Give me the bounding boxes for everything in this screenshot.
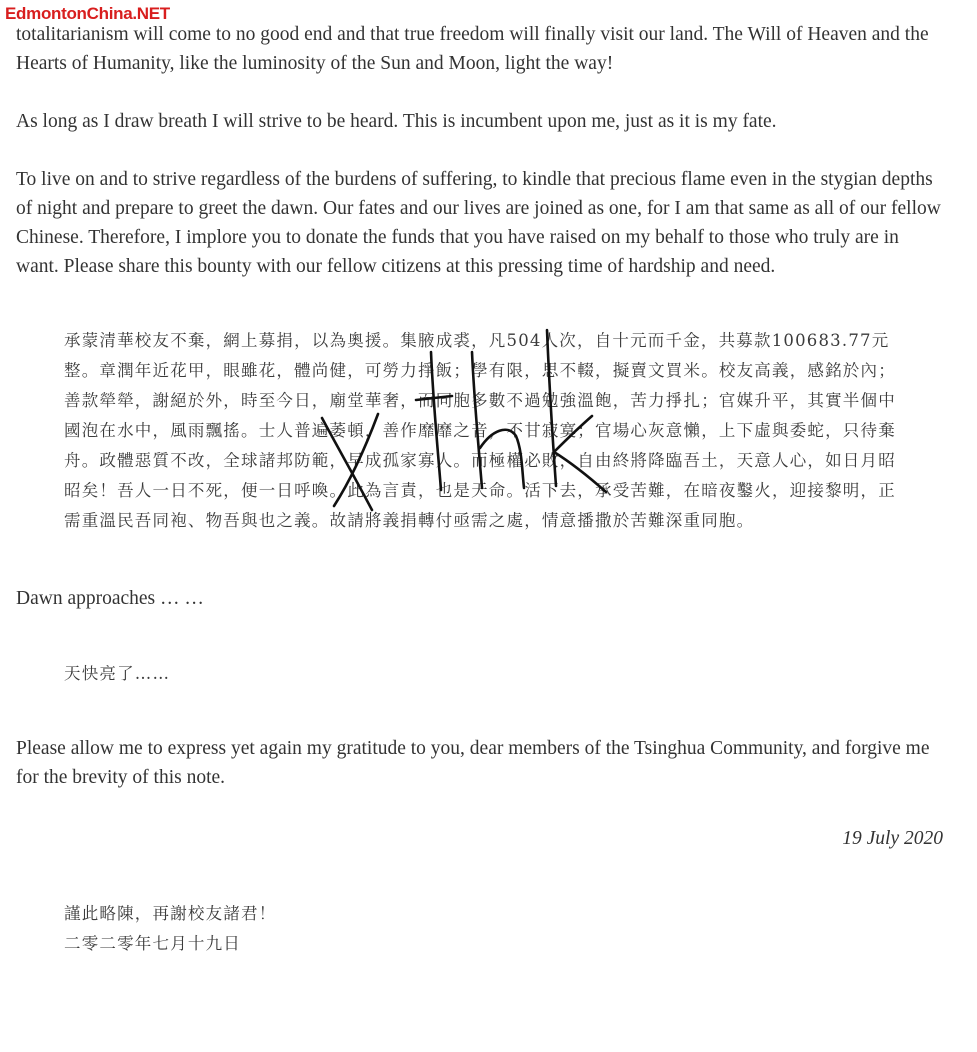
- letter-date: 19 July 2020: [842, 828, 943, 849]
- paragraph-freedom: totalitarianism will come to no good end and that true freedom will finally visit our land. The Will of Heaven and the Hearts of Humanity, like the luminosity of the Sun and Moon, light the way!: [16, 24, 929, 74]
- chinese-closing-line: 謹此略陳，再謝校友諸君！: [64, 904, 277, 923]
- paragraph-donate-request: To live on and to strive regardless of the burdens of suffering, to kindle that precious flame even in the stygian depths of night and prepare to greet the dawn. Our fates and our lives are joined as one, for I am that same as all of our fellow Chinese. Therefore, I implore you to donate the funds that you have raised on my behalf to those who truly are in want. Please share this bounty with our fellow citizens at this pressing time of hardship and need.: [16, 169, 941, 277]
- chinese-dawn-line: 天快亮了……: [64, 664, 171, 683]
- paragraph-dawn-approaches: Dawn approaches … …: [16, 588, 204, 609]
- paragraph-gratitude: Please allow me to express yet again my gratitude to you, dear members of the Tsinghua Community, and forgive me for the brevity of this note.: [16, 738, 930, 788]
- site-watermark: EdmontonChina.NET: [5, 4, 170, 23]
- chinese-date-line: 二零二零年七月十九日: [64, 934, 241, 953]
- letter-body: [16, 20, 946, 959]
- paragraph-draw-breath: As long as I draw breath I will strive to be heard. This is incumbent upon me, just as it is my fate.: [16, 111, 777, 132]
- chinese-letter-paragraph: 承蒙清華校友不棄，網上募捐，以為奧援。集腋成裘，凡504人次，自十元而千金，共募款100683.77元整。章潤年近花甲，眼雖花，體尚健，可勞力掙飯；學有限，思不輟，擬賣文買米。校友高義，感銘於內；善款犖犖，謝絕於外，時至今日，廟堂華奢，而同胞多數不過勉強溫飽，苦力掙扎；官媒升平，其實半個中國泡在水中，風雨飄搖。士人普遍萎頓，善作靡靡之音，不甘寂寞；官場心灰意懶，上下虛與委蛇，只待棄舟。政體惡質不改，全球諸邦防範，早成孤家寡人。而極權必敗，自由終將降臨吾土，天意人心，如日月昭昭矣！吾人一日不死，便一日呼喚。此為言責，也是天命。活下去，承受苦難，在暗夜鑿火，迎接黎明，正需重溫民吾同袍、物吾與也之義。故請將義捐轉付亟需之處，情意播撒於苦難深重同胞。: [64, 331, 896, 530]
